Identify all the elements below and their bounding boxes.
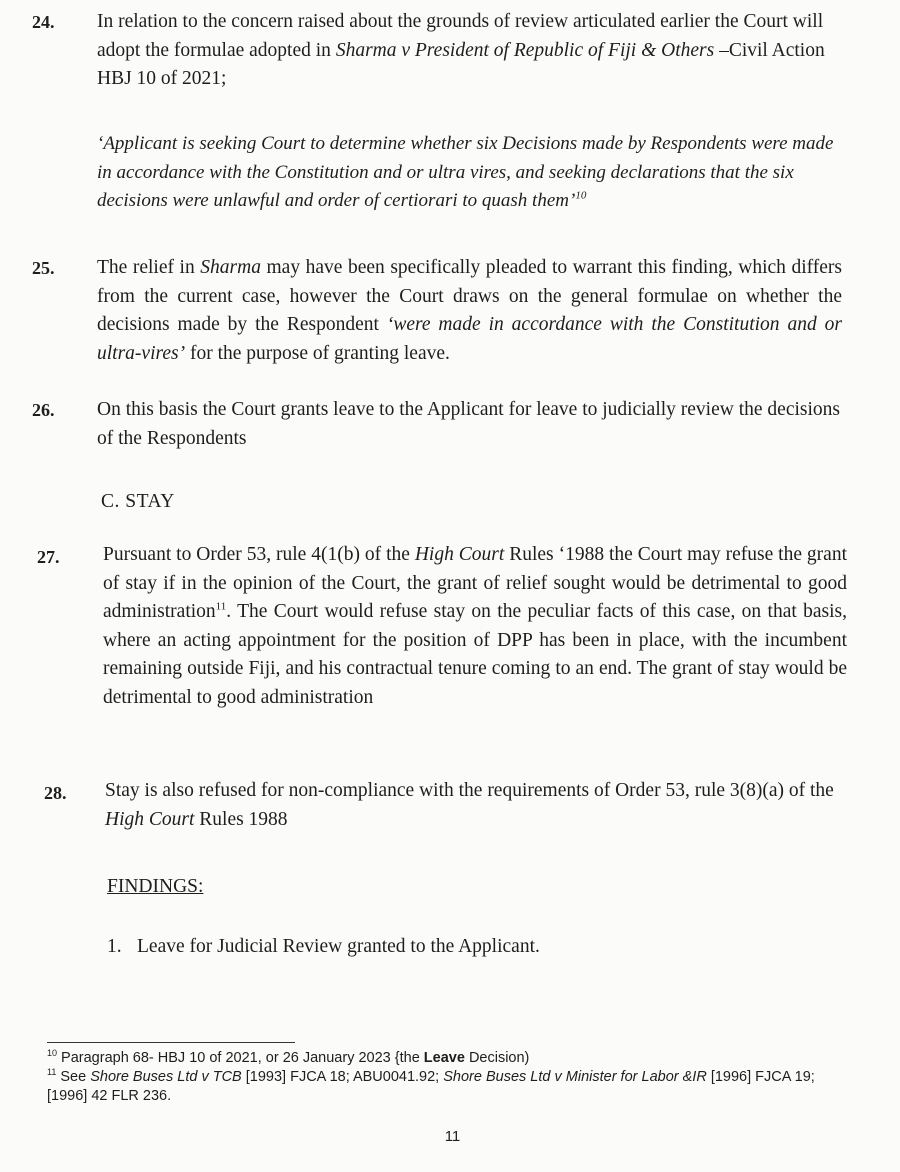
case-citation: Sharma v President of Republic of Fiji & Others [335, 39, 715, 61]
block-quote: ‘Applicant is seeking Court to determine whether six Decisions made by Respondents were made in accordance with the Constitution and or ultra vires, and seeking declarations that the six decisions were unlawful and order of certiorari to quash them’$^{10}$ [97, 133, 834, 211]
finding-item [107, 936, 540, 958]
paragraph-text: Pursuant to Order 53, rule 4(1(b) of the High Court Rules ‘1988 the Court may refuse the grant of stay if in the opinion of the Court, the grant of relief sought would be detrimental to good administration$^{11}$. The Court would refuse stay on the peculiar facts of this case, on that basis, where an acting appointment for the position of DPP has been in place, with the incumbent remaining outside Fiji, and his contractual tenure coming to an end. The grant of stay would be detrimental to good administration [103, 544, 848, 708]
case-citation: Sharma [200, 257, 261, 278]
findings-heading: FINDINGS: [107, 876, 204, 897]
paragraph-number: 28. [44, 783, 67, 803]
footnote-marker: 11 [47, 1067, 57, 1078]
paragraph-number: 27. [37, 547, 60, 567]
paragraph-text: Stay is also refused for non-compliance with the requirements of Order 53, rule 3(8)(a) of the High Court Rules 1988 [105, 780, 834, 830]
paragraph-text: The relief in Sharma may have been specifically pleaded to warrant this finding, which differs from the current case, however the Court draws on the general formulae on whether the decisions made by the Respondent ‘were made in accordance with the Constitution and or ultra-vires’ for the purpose of granting leave. [97, 257, 842, 364]
rules-name: High Court [105, 808, 195, 830]
finding-number: 1. [107, 936, 122, 957]
footnote-ref[interactable]: 10 [575, 189, 587, 202]
paragraph-text: On this basis the Court grants leave to the Applicant for leave to judicially review the decisions of the Respondents [97, 399, 840, 449]
footnote-marker: 10 [47, 1048, 58, 1059]
quoted-phrase: ‘were made in accordance with the Constitution and or ultra-vires’ [97, 314, 842, 364]
rules-name: High Court [414, 544, 505, 565]
section-heading: C. STAY [101, 491, 175, 512]
finding-text: Leave for Judicial Review granted to the Applicant. [137, 936, 540, 957]
footnote-ref[interactable]: 11 [215, 600, 227, 613]
footnote-11: $^{11}$ See Shore Buses Ltd v TCB [1993] FJCA 18; ABU0041.92; Shore Buses Ltd v Minister for Labor &IR [1996] FJCA 19; [1996] 42 FLR 236. [47, 1067, 815, 1104]
page-number: 11 [444, 1128, 461, 1145]
footnote-10: $^{10}$ Paragraph 68- HBJ 10 of 2021, or 26 January 2023 {the Leave Decision) [47, 1048, 530, 1066]
paragraph-number: 25. [32, 258, 55, 278]
footnote-separator [47, 1042, 295, 1043]
paragraph-number: 26. [32, 400, 55, 420]
paragraph-text: In relation to the concern raised about the grounds of review articulated earlier the Court will adopt the formulae adopted in Sharma v President of Republic of Fiji & Others –Civil Action HBJ 10 of 2021; [97, 11, 825, 89]
paragraph-number: 24. [32, 12, 55, 32]
